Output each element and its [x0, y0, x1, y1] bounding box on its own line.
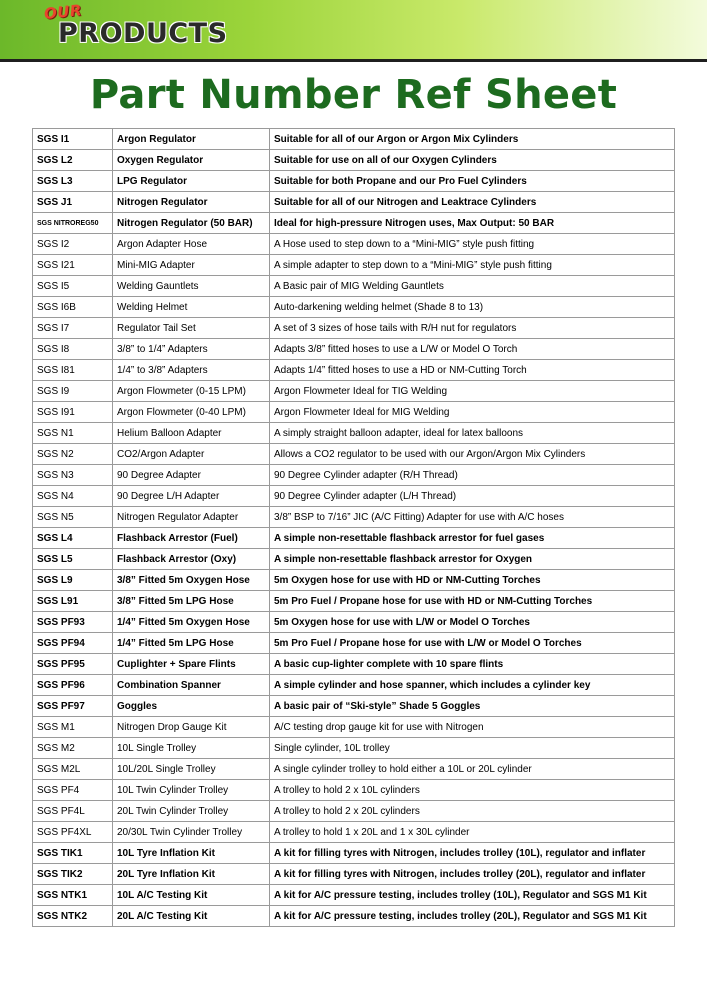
table-row [33, 402, 675, 423]
part-description-cell: A kit for A/C pressure testing, includes trolley (20L), Regulator and SGS M1 Kit [270, 906, 675, 927]
table-row [33, 717, 675, 738]
part-name-cell: Nitrogen Drop Gauge Kit [113, 717, 270, 738]
table-row [33, 486, 675, 507]
table-row [33, 780, 675, 801]
part-description-cell: 5m Oxygen hose for use with HD or NM-Cutting Torches [270, 570, 675, 591]
part-name-cell: Helium Balloon Adapter [113, 423, 270, 444]
part-name-cell: Nitrogen Regulator [113, 192, 270, 213]
table-row [33, 759, 675, 780]
part-code-cell: SGS PF4L [33, 801, 113, 822]
part-name-cell: 20L A/C Testing Kit [113, 906, 270, 927]
table-row [33, 906, 675, 927]
part-code-cell: SGS N5 [33, 507, 113, 528]
part-code-cell: SGS M2 [33, 738, 113, 759]
part-description-cell: A basic cup-lighter complete with 10 spare flints [270, 654, 675, 675]
part-name-cell: 10L/20L Single Trolley [113, 759, 270, 780]
part-code-cell: SGS TIK2 [33, 864, 113, 885]
part-description-cell: A simple non-resettable flashback arrestor for Oxygen [270, 549, 675, 570]
part-code-cell: SGS L4 [33, 528, 113, 549]
part-description-cell: A simple cylinder and hose spanner, which includes a cylinder key [270, 675, 675, 696]
part-code-cell: SGS PF4XL [33, 822, 113, 843]
table-row [33, 234, 675, 255]
part-description-cell: A trolley to hold 1 x 20L and 1 x 30L cylinder [270, 822, 675, 843]
part-name-cell: 3/8” to 1/4” Adapters [113, 339, 270, 360]
part-name-cell: 10L A/C Testing Kit [113, 885, 270, 906]
table-row [33, 423, 675, 444]
part-name-cell: CO2/Argon Adapter [113, 444, 270, 465]
part-code-cell: SGS N3 [33, 465, 113, 486]
table-row [33, 633, 675, 654]
part-name-cell: Nitrogen Regulator (50 BAR) [113, 213, 270, 234]
part-name-cell: 90 Degree Adapter [113, 465, 270, 486]
part-code-cell: SGS N2 [33, 444, 113, 465]
part-name-cell: 1/4” Fitted 5m LPG Hose [113, 633, 270, 654]
table-row [33, 297, 675, 318]
part-code-cell: SGS M2L [33, 759, 113, 780]
table-row [33, 192, 675, 213]
part-code-cell: SGS I8 [33, 339, 113, 360]
part-description-cell: A single cylinder trolley to hold either a 10L or 20L cylinder [270, 759, 675, 780]
table-row [33, 864, 675, 885]
part-code-cell: SGS I9 [33, 381, 113, 402]
part-code-cell: SGS PF97 [33, 696, 113, 717]
part-description-cell: Single cylinder, 10L trolley [270, 738, 675, 759]
table-row [33, 150, 675, 171]
part-description-cell: Suitable for all of our Nitrogen and Leaktrace Cylinders [270, 192, 675, 213]
part-code-cell: SGS N1 [33, 423, 113, 444]
part-description-cell: A/C testing drop gauge kit for use with Nitrogen [270, 717, 675, 738]
part-name-cell: 10L Single Trolley [113, 738, 270, 759]
part-code-cell: SGS I21 [33, 255, 113, 276]
part-code-cell: SGS L3 [33, 171, 113, 192]
table-row [33, 276, 675, 297]
table-row [33, 381, 675, 402]
table-row [33, 654, 675, 675]
table-row [33, 255, 675, 276]
part-name-cell: Argon Regulator [113, 129, 270, 150]
part-description-cell: 5m Oxygen hose for use with L/W or Model O Torches [270, 612, 675, 633]
part-name-cell: Mini-MIG Adapter [113, 255, 270, 276]
part-description-cell: Argon Flowmeter Ideal for MIG Welding [270, 402, 675, 423]
part-code-cell: SGS I91 [33, 402, 113, 423]
part-description-cell: A trolley to hold 2 x 10L cylinders [270, 780, 675, 801]
part-description-cell: 5m Pro Fuel / Propane hose for use with L/W or Model O Torches [270, 633, 675, 654]
part-code-cell: SGS J1 [33, 192, 113, 213]
page-title: Part Number Ref Sheet [89, 72, 618, 118]
part-code-cell: SGS M1 [33, 717, 113, 738]
part-name-cell: 1/4” to 3/8” Adapters [113, 360, 270, 381]
part-code-cell: SGS I81 [33, 360, 113, 381]
part-name-cell: Welding Gauntlets [113, 276, 270, 297]
part-description-cell: Adapts 3/8” fitted hoses to use a L/W or Model O Torch [270, 339, 675, 360]
part-name-cell: Cuplighter + Spare Flints [113, 654, 270, 675]
table-row [33, 570, 675, 591]
part-description-cell: Allows a CO2 regulator to be used with our Argon/Argon Mix Cylinders [270, 444, 675, 465]
part-code-cell: SGS TIK1 [33, 843, 113, 864]
part-code-cell: SGS L2 [33, 150, 113, 171]
part-code-cell: SGS L91 [33, 591, 113, 612]
table-row [33, 129, 675, 150]
part-name-cell: Oxygen Regulator [113, 150, 270, 171]
part-code-cell: SGS NTK2 [33, 906, 113, 927]
table-row [33, 675, 675, 696]
table-row [33, 339, 675, 360]
part-description-cell: Suitable for use on all of our Oxygen Cylinders [270, 150, 675, 171]
part-name-cell: 20/30L Twin Cylinder Trolley [113, 822, 270, 843]
part-description-cell: 5m Pro Fuel / Propane hose for use with HD or NM-Cutting Torches [270, 591, 675, 612]
part-description-cell: Argon Flowmeter Ideal for TIG Welding [270, 381, 675, 402]
part-code-cell: SGS PF95 [33, 654, 113, 675]
table-row [33, 213, 675, 234]
part-description-cell: A simple non-resettable flashback arrestor for fuel gases [270, 528, 675, 549]
part-name-cell: 90 Degree L/H Adapter [113, 486, 270, 507]
part-name-cell: Nitrogen Regulator Adapter [113, 507, 270, 528]
table-row [33, 822, 675, 843]
part-description-cell: Suitable for all of our Argon or Argon Mix Cylinders [270, 129, 675, 150]
table-row [33, 528, 675, 549]
part-code-cell: SGS L5 [33, 549, 113, 570]
table-row [33, 738, 675, 759]
part-code-cell: SGS NITROREG50 [33, 213, 113, 234]
part-code-cell: SGS I2 [33, 234, 113, 255]
part-number-table [32, 128, 675, 927]
part-number-table-body [33, 129, 675, 927]
part-description-cell: A set of 3 sizes of hose tails with R/H nut for regulators [270, 318, 675, 339]
part-description-cell: Ideal for high-pressure Nitrogen uses, Max Output: 50 BAR [270, 213, 675, 234]
part-name-cell: 3/8” Fitted 5m Oxygen Hose [113, 570, 270, 591]
part-description-cell: 90 Degree Cylinder adapter (R/H Thread) [270, 465, 675, 486]
table-row [33, 171, 675, 192]
part-name-cell: Flashback Arrestor (Fuel) [113, 528, 270, 549]
part-code-cell: SGS N4 [33, 486, 113, 507]
part-description-cell: Adapts 1/4” fitted hoses to use a HD or NM-Cutting Torch [270, 360, 675, 381]
table-row [33, 885, 675, 906]
part-code-cell: SGS PF93 [33, 612, 113, 633]
part-code-cell: SGS NTK1 [33, 885, 113, 906]
table-row [33, 360, 675, 381]
part-description-cell: A basic pair of “Ski-style” Shade 5 Goggles [270, 696, 675, 717]
part-description-cell: A Basic pair of MIG Welding Gauntlets [270, 276, 675, 297]
table-row [33, 696, 675, 717]
part-description-cell: A simple adapter to step down to a “Mini-MIG” style push fitting [270, 255, 675, 276]
part-description-cell: A simply straight balloon adapter, ideal for latex balloons [270, 423, 675, 444]
table-row [33, 465, 675, 486]
table-row [33, 843, 675, 864]
part-code-cell: SGS I7 [33, 318, 113, 339]
part-description-cell: Suitable for both Propane and our Pro Fuel Cylinders [270, 171, 675, 192]
table-row [33, 612, 675, 633]
part-name-cell: Argon Adapter Hose [113, 234, 270, 255]
part-description-cell: 3/8” BSP to 7/16” JIC (A/C Fitting) Adapter for use with A/C hoses [270, 507, 675, 528]
table-row [33, 549, 675, 570]
part-name-cell: Argon Flowmeter (0-40 LPM) [113, 402, 270, 423]
table-row [33, 801, 675, 822]
part-name-cell: 20L Twin Cylinder Trolley [113, 801, 270, 822]
part-description-cell: A kit for filling tyres with Nitrogen, includes trolley (20L), regulator and inflater [270, 864, 675, 885]
part-name-cell: 20L Tyre Inflation Kit [113, 864, 270, 885]
part-name-cell: 3/8” Fitted 5m LPG Hose [113, 591, 270, 612]
part-code-cell: SGS L9 [33, 570, 113, 591]
part-description-cell: A Hose used to step down to a “Mini-MIG” style push fitting [270, 234, 675, 255]
part-description-cell: Auto-darkening welding helmet (Shade 8 to 13) [270, 297, 675, 318]
part-description-cell: 90 Degree Cylinder adapter (L/H Thread) [270, 486, 675, 507]
part-code-cell: SGS PF94 [33, 633, 113, 654]
part-name-cell: Welding Helmet [113, 297, 270, 318]
part-description-cell: A kit for filling tyres with Nitrogen, includes trolley (10L), regulator and inflater [270, 843, 675, 864]
part-name-cell: 1/4” Fitted 5m Oxygen Hose [113, 612, 270, 633]
table-row [33, 591, 675, 612]
table-row [33, 318, 675, 339]
part-name-cell: 10L Tyre Inflation Kit [113, 843, 270, 864]
part-code-cell: SGS PF4 [33, 780, 113, 801]
table-row [33, 444, 675, 465]
part-name-cell: 10L Twin Cylinder Trolley [113, 780, 270, 801]
part-name-cell: Combination Spanner [113, 675, 270, 696]
part-code-cell: SGS I6B [33, 297, 113, 318]
part-name-cell: LPG Regulator [113, 171, 270, 192]
table-row [33, 507, 675, 528]
part-code-cell: SGS PF96 [33, 675, 113, 696]
part-code-cell: SGS I5 [33, 276, 113, 297]
part-description-cell: A kit for A/C pressure testing, includes trolley (10L), Regulator and SGS M1 Kit [270, 885, 675, 906]
header-banner [0, 0, 707, 62]
logo-products-text: PRODUCTS [58, 18, 228, 49]
part-description-cell: A trolley to hold 2 x 20L cylinders [270, 801, 675, 822]
part-name-cell: Goggles [113, 696, 270, 717]
logo-our-text: OUR [43, 1, 83, 23]
part-name-cell: Flashback Arrestor (Oxy) [113, 549, 270, 570]
part-name-cell: Regulator Tail Set [113, 318, 270, 339]
part-name-cell: Argon Flowmeter (0-15 LPM) [113, 381, 270, 402]
part-code-cell: SGS I1 [33, 129, 113, 150]
